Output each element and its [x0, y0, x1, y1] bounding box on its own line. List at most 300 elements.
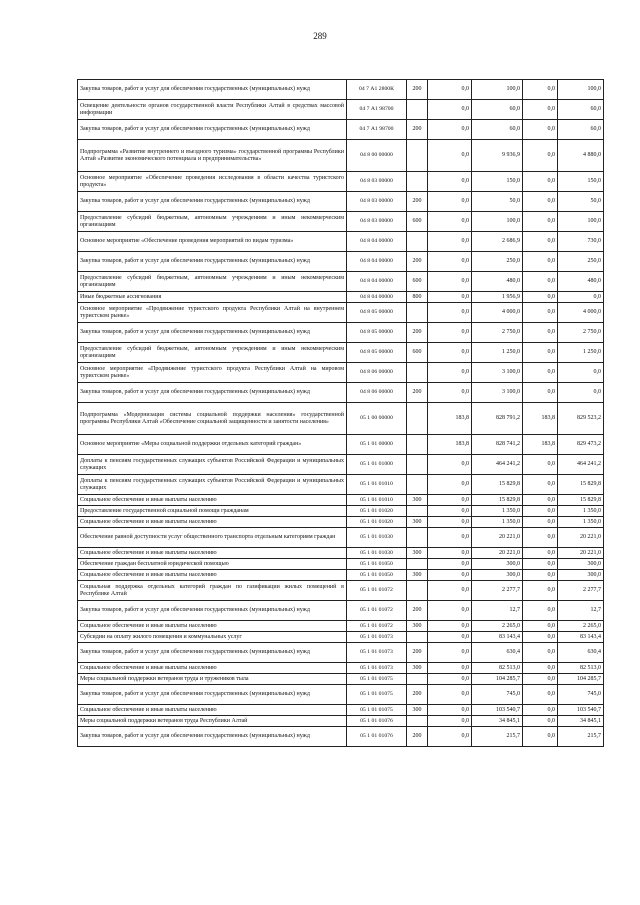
- row-expense-type-cell: 200: [407, 727, 428, 747]
- table-row: [78, 252, 604, 272]
- row-value-1-cell: 0,0: [428, 495, 472, 506]
- row-name-cell: Предоставление государственной социальной помощи гражданам: [78, 506, 347, 517]
- row-expense-type-cell: [407, 455, 428, 475]
- row-name-cell: Подпрограмма «Развитие внутреннего и въездного туризма» государственной программы Республики Алтай «Развитие экономического потенциала и предпринимательства»: [78, 140, 347, 172]
- row-expense-type-cell: [407, 559, 428, 570]
- row-expense-type-cell: [407, 632, 428, 643]
- row-value-3-cell: 0,0: [523, 716, 558, 727]
- row-value-4-cell: 104 285,7: [558, 674, 604, 685]
- row-code-cell: 05 1 01 01010: [347, 475, 407, 495]
- row-code-cell: 04 7 А1 98700: [347, 100, 407, 120]
- row-value-3-cell: 0,0: [523, 140, 558, 172]
- row-name-cell: Доплаты к пенсиям государственных служащих субъектов Российской Федерации и муниципальных служащих: [78, 475, 347, 495]
- row-value-1-cell: 0,0: [428, 621, 472, 632]
- row-value-1-cell: 0,0: [428, 140, 472, 172]
- row-name-cell: Основное мероприятие «Продвижение туристского продукта Республики Алтай на мировом туристском рынке»: [78, 363, 347, 383]
- table-row: [78, 363, 604, 383]
- row-value-4-cell: 2 265,0: [558, 621, 604, 632]
- row-value-3-cell: 0,0: [523, 172, 558, 192]
- row-value-2-cell: 9 936,9: [472, 140, 523, 172]
- row-value-4-cell: 1 350,0: [558, 517, 604, 528]
- row-name-cell: Социальное обеспечение и иные выплаты населению: [78, 570, 347, 581]
- table-row: [78, 172, 604, 192]
- row-expense-type-cell: 300: [407, 705, 428, 716]
- row-value-2-cell: 250,0: [472, 252, 523, 272]
- row-value-1-cell: 0,0: [428, 528, 472, 548]
- row-value-1-cell: 0,0: [428, 559, 472, 570]
- row-name-cell: Закупка товаров, работ и услуг для обеспечения государственных (муниципальных) нужд: [78, 685, 347, 705]
- row-expense-type-cell: [407, 172, 428, 192]
- row-value-1-cell: 0,0: [428, 601, 472, 621]
- row-value-1-cell: 183,8: [428, 403, 472, 435]
- row-value-2-cell: 15 829,8: [472, 475, 523, 495]
- row-expense-type-cell: [407, 100, 428, 120]
- row-value-2-cell: 215,7: [472, 727, 523, 747]
- row-name-cell: Основное мероприятие «Обеспечение проведения исследования в области качества туристского продукта»: [78, 172, 347, 192]
- row-name-cell: Предоставление субсидий бюджетным, автономным учреждениям и иным некоммерческим организациям: [78, 343, 347, 363]
- row-name-cell: Основное мероприятие «Продвижение туристского продукта Республики Алтай на внутреннем туристском рынке»: [78, 303, 347, 323]
- row-value-3-cell: 0,0: [523, 559, 558, 570]
- table-row: [78, 632, 604, 643]
- table-row: [78, 232, 604, 252]
- table-row: [78, 475, 604, 495]
- row-value-1-cell: 0,0: [428, 727, 472, 747]
- row-value-3-cell: 183,8: [523, 403, 558, 435]
- row-expense-type-cell: 200: [407, 323, 428, 343]
- row-value-3-cell: 0,0: [523, 685, 558, 705]
- budget-table: [77, 79, 604, 747]
- row-code-cell: 05 1 01 01030: [347, 528, 407, 548]
- row-name-cell: Закупка товаров, работ и услуг для обеспечения государственных (муниципальных) нужд: [78, 601, 347, 621]
- row-code-cell: 04 8 04 00000: [347, 252, 407, 272]
- row-value-2-cell: 828 791,2: [472, 403, 523, 435]
- row-name-cell: Субсидии на оплату жилого помещения и коммунальных услуг: [78, 632, 347, 643]
- row-value-2-cell: 60,0: [472, 100, 523, 120]
- row-code-cell: 04 8 04 00000: [347, 232, 407, 252]
- row-value-3-cell: 0,0: [523, 495, 558, 506]
- row-value-3-cell: 0,0: [523, 727, 558, 747]
- row-expense-type-cell: [407, 303, 428, 323]
- row-expense-type-cell: [407, 403, 428, 435]
- row-value-1-cell: 0,0: [428, 343, 472, 363]
- table-row: [78, 559, 604, 570]
- table-row: [78, 548, 604, 559]
- row-value-4-cell: 83 143,4: [558, 632, 604, 643]
- row-code-cell: 05 1 01 01000: [347, 455, 407, 475]
- row-code-cell: 05 1 01 01072: [347, 621, 407, 632]
- row-expense-type-cell: 600: [407, 272, 428, 292]
- row-value-2-cell: 12,7: [472, 601, 523, 621]
- row-value-2-cell: 150,0: [472, 172, 523, 192]
- table-row: [78, 506, 604, 517]
- row-code-cell: 04 8 06 00000: [347, 383, 407, 403]
- row-value-4-cell: 34 845,1: [558, 716, 604, 727]
- row-expense-type-cell: 200: [407, 192, 428, 212]
- row-value-4-cell: 2 750,0: [558, 323, 604, 343]
- row-code-cell: 05 1 01 01073: [347, 643, 407, 663]
- row-name-cell: Обеспечение равной доступности услуг общественного транспорта отдельным категориям граждан: [78, 528, 347, 548]
- table-row: [78, 601, 604, 621]
- row-code-cell: 05 1 01 01020: [347, 506, 407, 517]
- row-code-cell: 05 1 01 01010: [347, 495, 407, 506]
- row-value-2-cell: 1 350,0: [472, 517, 523, 528]
- row-value-3-cell: 0,0: [523, 383, 558, 403]
- row-value-3-cell: 0,0: [523, 621, 558, 632]
- row-value-1-cell: 0,0: [428, 303, 472, 323]
- row-value-3-cell: 0,0: [523, 643, 558, 663]
- row-value-2-cell: 630,4: [472, 643, 523, 663]
- row-value-4-cell: 730,0: [558, 232, 604, 252]
- row-value-1-cell: 0,0: [428, 705, 472, 716]
- row-value-2-cell: 104 285,7: [472, 674, 523, 685]
- row-value-4-cell: 829 473,2: [558, 435, 604, 455]
- row-code-cell: 05 1 01 01030: [347, 548, 407, 559]
- table-row: [78, 495, 604, 506]
- row-value-1-cell: 0,0: [428, 172, 472, 192]
- row-name-cell: Подпрограмма «Модернизация системы социальной поддержки населения» государственной программы Республики Алтай «Обеспечение социальной защищенности и занятости населения»: [78, 403, 347, 435]
- row-code-cell: 05 1 01 01075: [347, 674, 407, 685]
- row-value-3-cell: 0,0: [523, 363, 558, 383]
- row-value-2-cell: 3 100,0: [472, 383, 523, 403]
- row-expense-type-cell: [407, 435, 428, 455]
- row-value-1-cell: 0,0: [428, 581, 472, 601]
- row-name-cell: Предоставление субсидий бюджетным, автономным учреждениям и иным некоммерческим организациям: [78, 212, 347, 232]
- row-value-4-cell: 4 880,0: [558, 140, 604, 172]
- row-name-cell: Закупка товаров, работ и услуг для обеспечения государственных (муниципальных) нужд: [78, 80, 347, 100]
- row-value-4-cell: 0,0: [558, 363, 604, 383]
- row-value-2-cell: 34 845,1: [472, 716, 523, 727]
- row-expense-type-cell: 300: [407, 517, 428, 528]
- row-value-4-cell: 464 241,2: [558, 455, 604, 475]
- row-value-2-cell: 103 540,7: [472, 705, 523, 716]
- row-value-3-cell: 0,0: [523, 705, 558, 716]
- row-value-4-cell: 100,0: [558, 80, 604, 100]
- row-code-cell: 05 1 01 00000: [347, 435, 407, 455]
- table-row: [78, 120, 604, 140]
- row-name-cell: Закупка товаров, работ и услуг для обеспечения государственных (муниципальных) нужд: [78, 252, 347, 272]
- row-value-2-cell: 3 100,0: [472, 363, 523, 383]
- row-value-2-cell: 2 265,0: [472, 621, 523, 632]
- row-value-1-cell: 0,0: [428, 674, 472, 685]
- row-value-1-cell: 0,0: [428, 548, 472, 559]
- row-value-2-cell: 480,0: [472, 272, 523, 292]
- table-row: [78, 685, 604, 705]
- row-expense-type-cell: [407, 475, 428, 495]
- row-value-1-cell: 0,0: [428, 80, 472, 100]
- row-name-cell: Закупка товаров, работ и услуг для обеспечения государственных (муниципальных) нужд: [78, 643, 347, 663]
- row-value-2-cell: 83 143,4: [472, 632, 523, 643]
- row-expense-type-cell: [407, 506, 428, 517]
- table-row: [78, 80, 604, 100]
- row-value-3-cell: 0,0: [523, 581, 558, 601]
- row-expense-type-cell: 200: [407, 383, 428, 403]
- row-value-3-cell: 0,0: [523, 570, 558, 581]
- row-value-3-cell: 0,0: [523, 252, 558, 272]
- row-name-cell: Освещение деятельности органов государственной власти Республики Алтай в средствах массовой информации: [78, 100, 347, 120]
- row-value-1-cell: 0,0: [428, 570, 472, 581]
- row-expense-type-cell: 200: [407, 120, 428, 140]
- row-value-2-cell: 300,0: [472, 559, 523, 570]
- row-name-cell: Основное мероприятие «Меры социальной поддержки отдельных категорий граждан»: [78, 435, 347, 455]
- row-value-4-cell: 60,0: [558, 120, 604, 140]
- row-value-4-cell: 150,0: [558, 172, 604, 192]
- row-value-2-cell: 828 741,2: [472, 435, 523, 455]
- row-code-cell: 04 8 06 00000: [347, 363, 407, 383]
- row-code-cell: 05 1 01 01072: [347, 581, 407, 601]
- row-name-cell: Основное мероприятие «Обеспечение проведения мероприятий по видам туризма»: [78, 232, 347, 252]
- row-value-3-cell: 0,0: [523, 212, 558, 232]
- row-name-cell: Закупка товаров, работ и услуг для обеспечения государственных (муниципальных) нужд: [78, 120, 347, 140]
- table-row: [78, 528, 604, 548]
- row-value-4-cell: 15 829,8: [558, 495, 604, 506]
- row-value-2-cell: 15 829,8: [472, 495, 523, 506]
- row-value-1-cell: 0,0: [428, 100, 472, 120]
- table-row: [78, 323, 604, 343]
- row-expense-type-cell: [407, 528, 428, 548]
- row-value-1-cell: 0,0: [428, 455, 472, 475]
- row-value-4-cell: 480,0: [558, 272, 604, 292]
- table-row: [78, 570, 604, 581]
- row-value-3-cell: 0,0: [523, 292, 558, 303]
- row-value-1-cell: 0,0: [428, 120, 472, 140]
- row-value-4-cell: 1 250,0: [558, 343, 604, 363]
- table-row: [78, 621, 604, 632]
- table-row: [78, 705, 604, 716]
- row-value-2-cell: 82 513,0: [472, 663, 523, 674]
- row-name-cell: Предоставление субсидий бюджетным, автономным учреждениям и иным некоммерческим организациям: [78, 272, 347, 292]
- row-value-2-cell: 20 221,0: [472, 548, 523, 559]
- row-expense-type-cell: 300: [407, 548, 428, 559]
- row-value-4-cell: 20 221,0: [558, 528, 604, 548]
- row-code-cell: 05 1 01 01075: [347, 685, 407, 705]
- row-expense-type-cell: 300: [407, 621, 428, 632]
- row-code-cell: 05 1 01 01076: [347, 716, 407, 727]
- row-value-3-cell: 0,0: [523, 632, 558, 643]
- row-name-cell: Социальное обеспечение и иные выплаты населению: [78, 517, 347, 528]
- row-value-1-cell: 0,0: [428, 632, 472, 643]
- row-value-4-cell: 745,0: [558, 685, 604, 705]
- row-value-4-cell: 1 350,0: [558, 506, 604, 517]
- row-code-cell: 05 1 01 01075: [347, 705, 407, 716]
- row-code-cell: 04 8 03 00000: [347, 172, 407, 192]
- row-name-cell: Иные бюджетные ассигнования: [78, 292, 347, 303]
- table-row: [78, 192, 604, 212]
- row-value-3-cell: 0,0: [523, 663, 558, 674]
- table-row: [78, 292, 604, 303]
- row-expense-type-cell: 200: [407, 685, 428, 705]
- row-value-2-cell: 1 956,9: [472, 292, 523, 303]
- row-value-4-cell: 103 540,7: [558, 705, 604, 716]
- row-value-2-cell: 2 750,0: [472, 323, 523, 343]
- row-value-2-cell: 745,0: [472, 685, 523, 705]
- row-value-3-cell: 0,0: [523, 506, 558, 517]
- row-value-1-cell: 0,0: [428, 292, 472, 303]
- row-value-3-cell: 0,0: [523, 475, 558, 495]
- row-code-cell: 04 8 04 00000: [347, 272, 407, 292]
- row-value-4-cell: 250,0: [558, 252, 604, 272]
- row-value-2-cell: 100,0: [472, 80, 523, 100]
- row-name-cell: Социальное обеспечение и иные выплаты населению: [78, 621, 347, 632]
- row-value-1-cell: 0,0: [428, 252, 472, 272]
- row-expense-type-cell: 600: [407, 212, 428, 232]
- table-row: [78, 403, 604, 435]
- row-value-4-cell: 4 000,0: [558, 303, 604, 323]
- row-value-3-cell: 0,0: [523, 120, 558, 140]
- row-expense-type-cell: 300: [407, 570, 428, 581]
- row-name-cell: Социальное обеспечение и иные выплаты населению: [78, 663, 347, 674]
- row-value-2-cell: 1 250,0: [472, 343, 523, 363]
- row-value-2-cell: 1 350,0: [472, 506, 523, 517]
- row-value-4-cell: 630,4: [558, 643, 604, 663]
- row-name-cell: Обеспечение граждан бесплатной юридической помощью: [78, 559, 347, 570]
- row-value-4-cell: 0,0: [558, 383, 604, 403]
- table-row: [78, 272, 604, 292]
- row-expense-type-cell: [407, 363, 428, 383]
- row-name-cell: Доплаты к пенсиям государственных служащих субъектов Российской Федерации и муниципальных служащих: [78, 455, 347, 475]
- row-value-1-cell: 0,0: [428, 192, 472, 212]
- row-value-4-cell: 60,0: [558, 100, 604, 120]
- row-expense-type-cell: [407, 232, 428, 252]
- row-code-cell: 04 8 03 00000: [347, 192, 407, 212]
- row-value-1-cell: 0,0: [428, 663, 472, 674]
- row-value-2-cell: 464 241,2: [472, 455, 523, 475]
- row-value-2-cell: 20 221,0: [472, 528, 523, 548]
- row-code-cell: 04 7 А1 98700: [347, 120, 407, 140]
- table-row: [78, 716, 604, 727]
- row-value-4-cell: 829 523,2: [558, 403, 604, 435]
- row-name-cell: Меры социальной поддержки ветеранов труда Республики Алтай: [78, 716, 347, 727]
- row-code-cell: 05 1 01 01050: [347, 570, 407, 581]
- row-expense-type-cell: 200: [407, 80, 428, 100]
- row-value-2-cell: 100,0: [472, 212, 523, 232]
- row-value-1-cell: 0,0: [428, 506, 472, 517]
- row-expense-type-cell: 200: [407, 252, 428, 272]
- row-name-cell: Закупка товаров, работ и услуг для обеспечения государственных (муниципальных) нужд: [78, 383, 347, 403]
- row-name-cell: Социальное обеспечение и иные выплаты населению: [78, 548, 347, 559]
- row-value-4-cell: 15 829,8: [558, 475, 604, 495]
- table-row: [78, 343, 604, 363]
- row-value-4-cell: 82 513,0: [558, 663, 604, 674]
- row-value-3-cell: 0,0: [523, 323, 558, 343]
- table-row: [78, 517, 604, 528]
- row-code-cell: 04 8 00 00000: [347, 140, 407, 172]
- row-code-cell: 05 1 01 01076: [347, 727, 407, 747]
- table-row: [78, 643, 604, 663]
- row-expense-type-cell: 800: [407, 292, 428, 303]
- table-row: [78, 581, 604, 601]
- row-name-cell: Социальное обеспечение и иные выплаты населению: [78, 705, 347, 716]
- row-value-4-cell: 100,0: [558, 212, 604, 232]
- row-expense-type-cell: [407, 581, 428, 601]
- row-expense-type-cell: 300: [407, 495, 428, 506]
- row-code-cell: 04 8 03 00000: [347, 212, 407, 232]
- row-value-1-cell: 0,0: [428, 517, 472, 528]
- row-code-cell: 05 1 01 01020: [347, 517, 407, 528]
- table-row: [78, 435, 604, 455]
- row-value-1-cell: 0,0: [428, 383, 472, 403]
- row-code-cell: 04 8 05 00000: [347, 323, 407, 343]
- row-value-3-cell: 0,0: [523, 303, 558, 323]
- row-expense-type-cell: [407, 716, 428, 727]
- table-row: [78, 212, 604, 232]
- row-value-3-cell: 0,0: [523, 192, 558, 212]
- row-value-4-cell: 50,0: [558, 192, 604, 212]
- row-expense-type-cell: 600: [407, 343, 428, 363]
- row-value-1-cell: 0,0: [428, 685, 472, 705]
- row-code-cell: 05 1 01 01073: [347, 632, 407, 643]
- row-value-4-cell: 2 277,7: [558, 581, 604, 601]
- row-value-3-cell: 0,0: [523, 100, 558, 120]
- row-value-1-cell: 0,0: [428, 475, 472, 495]
- table-row: [78, 100, 604, 120]
- row-code-cell: 04 7 А1 2800К: [347, 80, 407, 100]
- table-row: [78, 383, 604, 403]
- row-value-1-cell: 0,0: [428, 232, 472, 252]
- row-value-1-cell: 0,0: [428, 212, 472, 232]
- table-row: [78, 140, 604, 172]
- row-name-cell: Закупка товаров, работ и услуг для обеспечения государственных (муниципальных) нужд: [78, 192, 347, 212]
- row-value-1-cell: 0,0: [428, 643, 472, 663]
- table-row: [78, 663, 604, 674]
- row-value-3-cell: 0,0: [523, 232, 558, 252]
- row-value-3-cell: 0,0: [523, 517, 558, 528]
- row-value-1-cell: 0,0: [428, 363, 472, 383]
- row-code-cell: 05 1 01 01072: [347, 601, 407, 621]
- table-row: [78, 455, 604, 475]
- row-value-3-cell: 0,0: [523, 528, 558, 548]
- row-value-2-cell: 60,0: [472, 120, 523, 140]
- row-expense-type-cell: 300: [407, 663, 428, 674]
- row-value-4-cell: 12,7: [558, 601, 604, 621]
- row-value-3-cell: 0,0: [523, 548, 558, 559]
- row-value-4-cell: 300,0: [558, 559, 604, 570]
- row-value-2-cell: 300,0: [472, 570, 523, 581]
- row-name-cell: Закупка товаров, работ и услуг для обеспечения государственных (муниципальных) нужд: [78, 323, 347, 343]
- row-value-2-cell: 4 000,0: [472, 303, 523, 323]
- row-value-1-cell: 0,0: [428, 272, 472, 292]
- row-value-3-cell: 0,0: [523, 674, 558, 685]
- row-code-cell: 05 1 00 00000: [347, 403, 407, 435]
- row-value-2-cell: 50,0: [472, 192, 523, 212]
- row-code-cell: 04 8 04 00000: [347, 292, 407, 303]
- row-value-1-cell: 0,0: [428, 716, 472, 727]
- row-value-3-cell: 183,8: [523, 435, 558, 455]
- row-value-3-cell: 0,0: [523, 601, 558, 621]
- table-row: [78, 674, 604, 685]
- row-expense-type-cell: 200: [407, 601, 428, 621]
- row-name-cell: Меры социальной поддержки ветеранов труда и тружеников тыла: [78, 674, 347, 685]
- row-name-cell: Социальное обеспечение и иные выплаты населению: [78, 495, 347, 506]
- row-value-2-cell: 2 686,9: [472, 232, 523, 252]
- row-name-cell: Социальная поддержка отдельных категорий граждан по газификации жилых помещений в Республике Алтай: [78, 581, 347, 601]
- row-value-4-cell: 215,7: [558, 727, 604, 747]
- row-value-3-cell: 0,0: [523, 80, 558, 100]
- row-expense-type-cell: [407, 674, 428, 685]
- row-value-4-cell: 300,0: [558, 570, 604, 581]
- row-value-1-cell: 183,8: [428, 435, 472, 455]
- row-value-1-cell: 0,0: [428, 323, 472, 343]
- row-value-3-cell: 0,0: [523, 272, 558, 292]
- table-row: [78, 727, 604, 747]
- row-value-3-cell: 0,0: [523, 343, 558, 363]
- row-expense-type-cell: 200: [407, 643, 428, 663]
- row-value-3-cell: 0,0: [523, 455, 558, 475]
- row-code-cell: 05 1 01 01073: [347, 663, 407, 674]
- row-code-cell: 04 8 05 00000: [347, 303, 407, 323]
- row-value-4-cell: 0,0: [558, 292, 604, 303]
- budget-table-body: [78, 80, 604, 747]
- row-value-2-cell: 2 277,7: [472, 581, 523, 601]
